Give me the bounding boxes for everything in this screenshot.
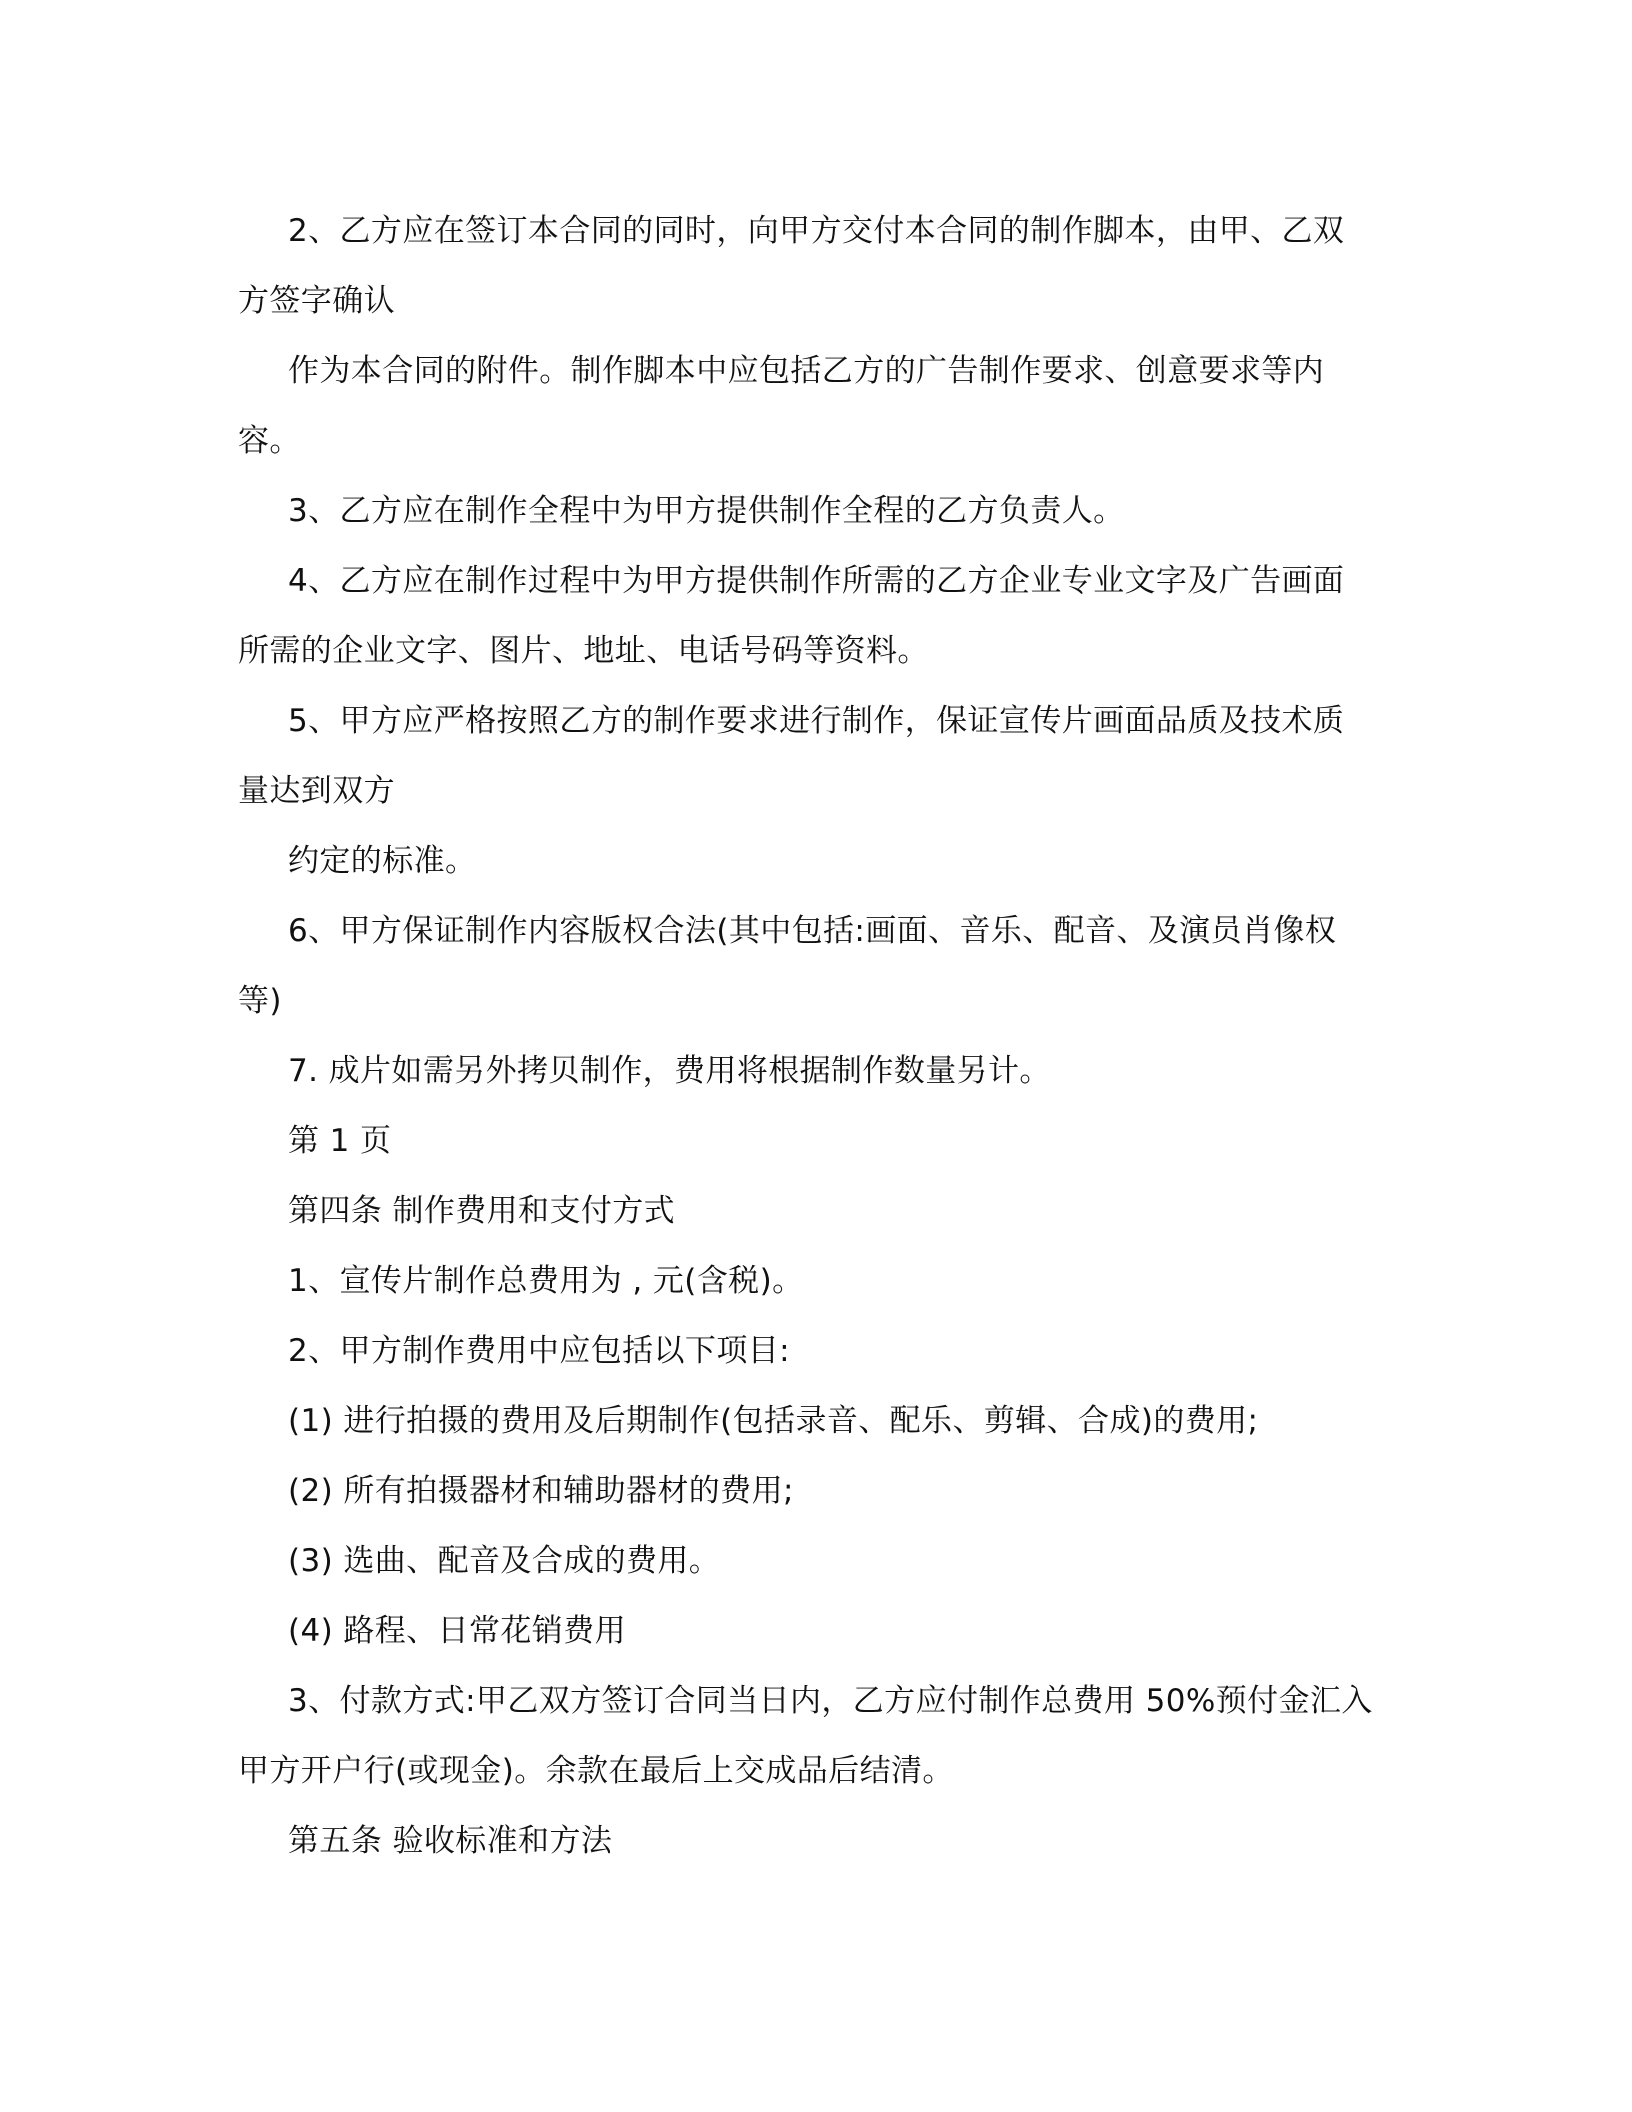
- document-line: 2、乙方应在签订本合同的同时，向甲方交付本合同的制作脚本，由甲、乙双: [288, 213, 1345, 249]
- document-line: 甲方开户行(或现金)。余款在最后上交成品后结清。: [238, 1753, 954, 1789]
- document-line: 第五条 验收标准和方法: [288, 1823, 613, 1859]
- document-line: 方签字确认: [238, 283, 395, 319]
- document-line: (1) 进行拍摄的费用及后期制作(包括录音、配乐、剪辑、合成)的费用;: [288, 1403, 1259, 1439]
- document-line: 容。: [238, 423, 301, 459]
- document-line: 2、甲方制作费用中应包括以下项目:: [288, 1333, 790, 1369]
- document-line: 3、乙方应在制作全程中为甲方提供制作全程的乙方负责人。: [288, 493, 1125, 529]
- document-body: [238, 196, 1388, 1876]
- document-line: 6、甲方保证制作内容版权合法(其中包括:画面、音乐、配音、及演员肖像权: [288, 913, 1337, 949]
- document-line: 量达到双方: [238, 773, 395, 809]
- document-line: 等): [238, 983, 282, 1019]
- document-line: (2) 所有拍摄器材和辅助器材的费用;: [288, 1473, 794, 1509]
- document-line: 作为本合同的附件。制作脚本中应包括乙方的广告制作要求、创意要求等内: [288, 353, 1325, 389]
- document-line: 3、付款方式:甲乙双方签订合同当日内，乙方应付制作总费用 50%预付金汇入: [288, 1683, 1373, 1719]
- document-line: 第四条 制作费用和支付方式: [288, 1193, 676, 1229]
- document-line: 5、甲方应严格按照乙方的制作要求进行制作，保证宣传片画面品质及技术质: [288, 703, 1345, 739]
- document-line: 所需的企业文字、图片、地址、电话号码等资料。: [238, 633, 929, 669]
- document-line: 约定的标准。: [288, 843, 477, 879]
- document-line: 4、乙方应在制作过程中为甲方提供制作所需的乙方企业专业文字及广告画面: [288, 563, 1345, 599]
- document-line: (4) 路程、日常花销费用: [288, 1613, 626, 1649]
- document-line: 1、宣传片制作总费用为 , 元(含税)。: [288, 1263, 804, 1299]
- document-line: 第 1 页: [288, 1123, 392, 1159]
- document-line: 7. 成片如需另外拷贝制作，费用将根据制作数量另计。: [288, 1053, 1051, 1089]
- document-line: (3) 选曲、配音及合成的费用。: [288, 1543, 721, 1579]
